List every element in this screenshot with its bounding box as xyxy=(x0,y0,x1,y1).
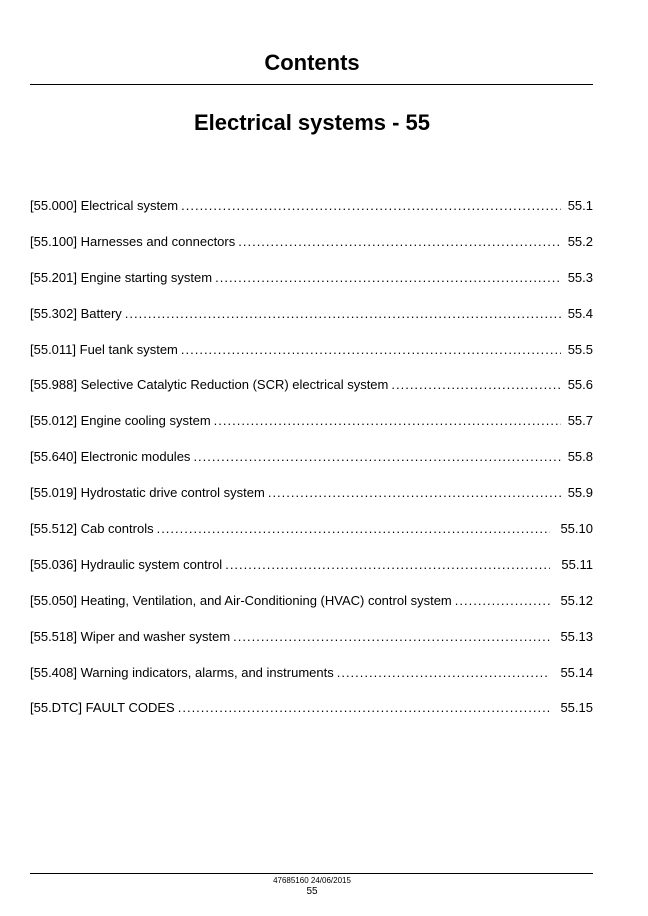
dot-leader xyxy=(238,232,561,252)
page-title: Contents xyxy=(264,50,360,75)
toc-entry-page: 55.1 xyxy=(567,198,593,213)
toc-entry-label: [55.640] Electronic modules xyxy=(30,449,191,465)
toc-entry[interactable] xyxy=(30,698,593,734)
toc-entry[interactable] xyxy=(30,591,593,627)
toc-entry-page: 55.13 xyxy=(560,628,593,644)
toc-entry[interactable] xyxy=(30,555,593,591)
dot-leader xyxy=(225,555,550,575)
toc-entry[interactable] xyxy=(30,268,593,304)
toc-entry-page: 55.10 xyxy=(560,521,593,537)
footer-reference: 47685160 24/06/2015 xyxy=(273,876,351,885)
toc-entry-page: 55.12 xyxy=(560,592,593,608)
toc-entry-label: [55.518] Wiper and washer system xyxy=(30,628,231,644)
toc-entry[interactable] xyxy=(30,663,593,699)
dot-leader xyxy=(178,698,550,718)
toc-entry-label: [55.201] Engine starting system xyxy=(30,269,213,285)
section-title: Electrical systems - 55 xyxy=(193,110,431,135)
toc-entry-label: [55.011] Fuel tank system xyxy=(30,341,178,357)
toc-entry-label: [55.036] Hydraulic system control xyxy=(30,556,223,572)
toc-entry[interactable] xyxy=(30,340,593,376)
dot-leader xyxy=(233,627,550,647)
toc-entry-label: [55.408] Warning indicators, alarms, and instruments xyxy=(30,664,334,680)
toc-entry-label: [55.019] Hydrostatic drive control system xyxy=(30,485,265,501)
dot-leader xyxy=(181,196,561,216)
dot-leader xyxy=(181,340,561,360)
footer-divider xyxy=(30,873,593,874)
toc-entry[interactable] xyxy=(30,519,593,555)
toc-entry-label: [55.050] Heating, Ventilation, and Air-Conditioning (HVAC) control system xyxy=(30,592,452,608)
table-of-contents xyxy=(30,196,593,734)
toc-entry[interactable] xyxy=(30,627,593,663)
toc-entry-page: 55.5 xyxy=(567,341,593,357)
toc-entry-page: 55.8 xyxy=(567,449,593,465)
toc-entry-page: 55.6 xyxy=(567,377,593,393)
toc-entry-page: 55.14 xyxy=(560,664,593,680)
toc-entry-page: 55.7 xyxy=(567,413,593,429)
toc-entry-label: [55.100] Harnesses and connectors xyxy=(30,233,236,249)
toc-entry[interactable] xyxy=(30,196,593,232)
footer-page-number: 55 xyxy=(306,886,318,897)
toc-entry[interactable] xyxy=(30,411,593,447)
dot-leader xyxy=(157,519,550,539)
dot-leader xyxy=(214,411,561,431)
toc-entry-page: 55.15 xyxy=(560,700,593,716)
toc-entry-page: 55.2 xyxy=(567,233,593,249)
toc-entry[interactable] xyxy=(30,375,593,411)
dot-leader xyxy=(455,591,550,611)
toc-entry[interactable] xyxy=(30,447,593,483)
toc-entry[interactable] xyxy=(30,232,593,268)
dot-leader xyxy=(268,483,561,503)
dot-leader xyxy=(337,663,550,683)
toc-entry-label: [55.302] Battery xyxy=(30,305,122,321)
toc-entry[interactable] xyxy=(30,483,593,519)
dot-leader xyxy=(215,268,561,288)
toc-entry-page: 55.4 xyxy=(567,305,593,321)
toc-entry-label: [55.512] Cab controls xyxy=(30,521,154,537)
toc-entry-label: [55.000] Electrical system xyxy=(30,198,179,213)
toc-entry[interactable] xyxy=(30,304,593,340)
toc-entry-page: 55.9 xyxy=(567,485,593,501)
toc-entry-label: [55.012] Engine cooling system xyxy=(30,413,211,429)
dot-leader xyxy=(193,447,561,467)
toc-entry-page: 55.11 xyxy=(561,556,593,572)
toc-entry-page: 55.3 xyxy=(567,269,593,285)
title-divider xyxy=(30,84,593,85)
toc-entry-label: [55.DTC] FAULT CODES xyxy=(30,700,175,716)
dot-leader xyxy=(125,304,561,324)
toc-entry-label: [55.988] Selective Catalytic Reduction (SCR) electrical system xyxy=(30,377,389,393)
dot-leader xyxy=(391,375,561,395)
